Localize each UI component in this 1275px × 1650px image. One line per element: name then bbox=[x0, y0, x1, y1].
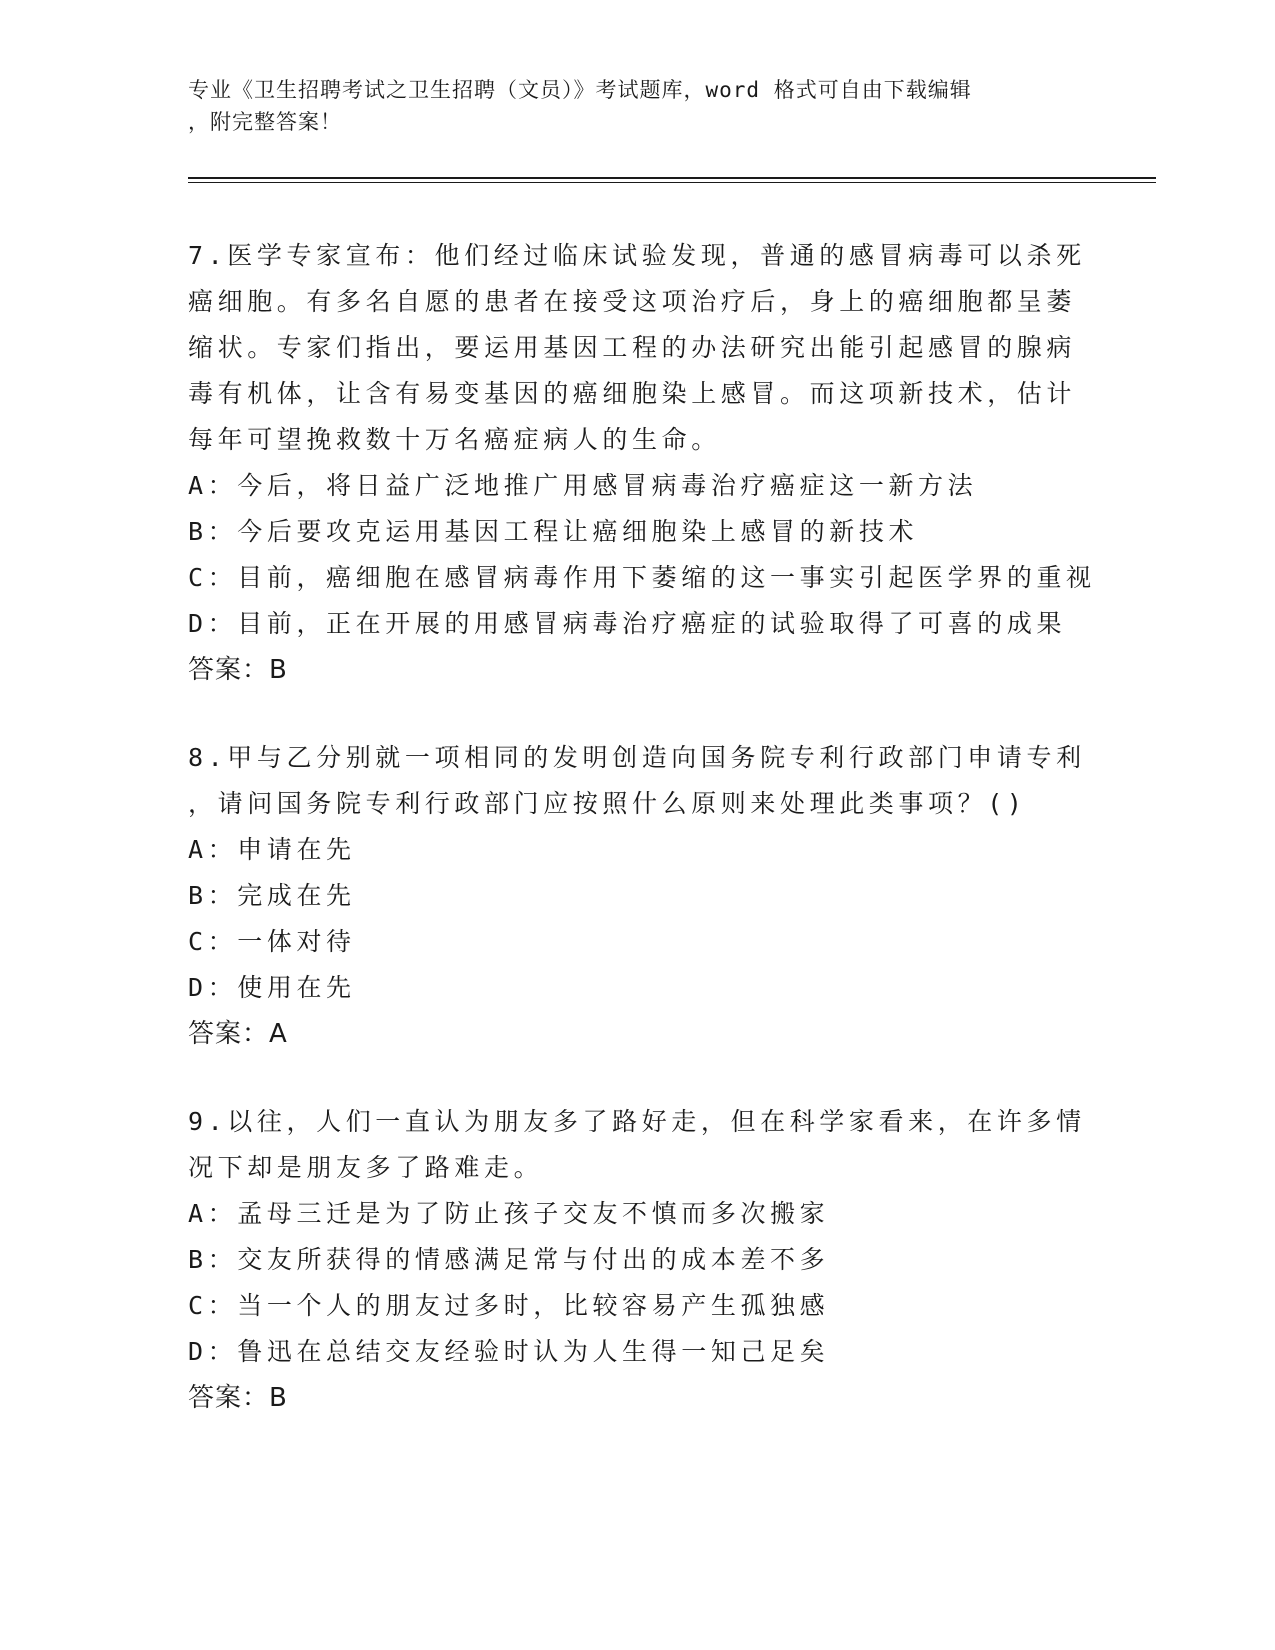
question-8 bbox=[188, 735, 1088, 1057]
header-line-2: ，附完整答案！ bbox=[188, 110, 342, 134]
question-stem-line: 7.医学专家宣布：他们经过临床试验发现，普通的感冒病毒可以杀死 bbox=[188, 241, 1086, 270]
header-line-1: 专业《卫生招聘考试之卫生招聘（文员）》考试题库，word 格式可自由下载编辑 bbox=[188, 78, 972, 102]
option-d: D：使用在先 bbox=[188, 973, 356, 1002]
document-header bbox=[188, 74, 1088, 138]
header-divider bbox=[188, 177, 1156, 183]
option-a: A：今后，将日益广泛地推广用感冒病毒治疗癌症这一新方法 bbox=[188, 471, 978, 500]
option-b: B：今后要攻克运用基因工程让癌细胞染上感冒的新技术 bbox=[188, 517, 919, 546]
question-stem-line: 缩状。专家们指出，要运用基因工程的办法研究出能引起感冒的腺病 bbox=[188, 333, 1077, 362]
option-b: B：交友所获得的情感满足常与付出的成本差不多 bbox=[188, 1245, 830, 1274]
option-c: C：一体对待 bbox=[188, 927, 356, 956]
question-stem-line: ，请问国务院专利行政部门应按照什么原则来处理此类事项？() bbox=[188, 789, 1027, 818]
question-7 bbox=[188, 233, 1096, 693]
question-stem-line: 9.以往，人们一直认为朋友多了路好走，但在科学家看来，在许多情 bbox=[188, 1107, 1086, 1136]
option-a: A：申请在先 bbox=[188, 835, 356, 864]
question-stem-line: 况下却是朋友多了路难走。 bbox=[188, 1153, 544, 1182]
option-c: C：目前，癌细胞在感冒病毒作用下萎缩的这一事实引起医学界的重视 bbox=[188, 563, 1096, 592]
question-stem-line: 每年可望挽救数十万名癌症病人的生命。 bbox=[188, 425, 721, 454]
question-stem-line: 毒有机体，让含有易变基因的癌细胞染上感冒。而这项新技术，估计 bbox=[188, 379, 1077, 408]
option-b: B：完成在先 bbox=[188, 881, 356, 910]
answer-label: 答案：B bbox=[188, 655, 288, 685]
option-d: D：鲁迅在总结交友经验时认为人生得一知己足矣 bbox=[188, 1337, 830, 1366]
question-9 bbox=[188, 1099, 1088, 1421]
question-stem-line: 癌细胞。有多名自愿的患者在接受这项治疗后，身上的癌细胞都呈萎 bbox=[188, 287, 1077, 316]
option-d: D：目前，正在开展的用感冒病毒治疗癌症的试验取得了可喜的成果 bbox=[188, 609, 1067, 638]
option-a: A：孟母三迁是为了防止孩子交友不慎而多次搬家 bbox=[188, 1199, 830, 1228]
question-stem-line: 8.甲与乙分别就一项相同的发明创造向国务院专利行政部门申请专利 bbox=[188, 743, 1086, 772]
option-c: C：当一个人的朋友过多时，比较容易产生孤独感 bbox=[188, 1291, 830, 1320]
answer-label: 答案：A bbox=[188, 1019, 288, 1049]
answer-label: 答案：B bbox=[188, 1383, 288, 1413]
